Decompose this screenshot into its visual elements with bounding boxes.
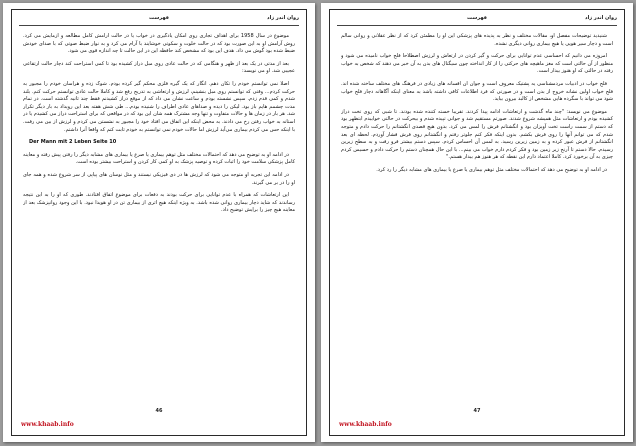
page-body xyxy=(341,33,613,393)
left-page xyxy=(3,3,315,442)
paragraph: در ادامه او به توضیح می دهد که احتمالات مختلف مثل توهم بیماری یا صرع یا بیماری های مشابه دیگر را رفتن پیش رفته و معاینه کامل پزشکی سلامت خود را اثبات کرده و توصیه پزشک به او کمی کار کردن و استراحت بیشتر بوده است. xyxy=(23,151,295,166)
paragraph: در ادامه او به توضیح می دهد که احتمالات مختلف مثل توهم بیماری یا صرع یا بیماری های مشابه دیگر را رد کرد. xyxy=(376,166,607,173)
right-page xyxy=(321,3,633,442)
header-title: فهرست xyxy=(149,15,169,21)
source-note: Der Mann mit 2 Leben Seite 10 xyxy=(29,139,117,146)
header-site: روان اندر زاد xyxy=(267,15,299,21)
page-number: 46 xyxy=(155,408,163,414)
header-rule xyxy=(337,25,617,26)
header-title: فهرست xyxy=(467,15,487,21)
paragraph: امروزه می دانیم که احساسی عدم توانایی برای حرکت و گیر کردن در ارتعاش و لرزش اصطلاحا فلج خواب نامیده می شود و منظور از آن حالتی است که مغز ماهیچه های حرکتی را از کار انداخته چون سیگنال های بدن به آن خبر می دهند که شخص به خواب رفته در حالتی که او هنوز بیدار است. xyxy=(341,53,613,75)
paragraph: موضوع در سال 1958 برای اهداف تجاری روی امکان یادگیری در خواب یا در حالت آرامش کامل مطالعه و آزمایش می کرد. روش آرامش او به این صورت بود که در حالت خلوت و سکوتی خوشایند با آرام می کرد و به نوار ضبط صوتی که با صدای خودش ضبط شده بود گوش می داد. هدف این بود که مشخص کند حافظه این در این حالت تا چه اندازه قوی می شود. xyxy=(23,33,295,55)
paragraph: شنیدید توضیحات مفصل او، مقالات مختلف و نظر به پدیده های پزشکی این او را مطمئن کرد که از نظر عقلانی و روانی سالم است و دچار سیر هویی یا هیچ بیماری روانی دیگری نشده. xyxy=(341,33,613,47)
paragraph: فلج خواب در ادبیات مردمشناسی یه پشتیک معروف است و جوان ان افسانه های زیادی در فرهنگ های مختلف ساخته شده اند. فلج خواب اولین نشانه خروج از بدن است و در صورتی که فرد اطلاعات کافی داشته باشد به معنای اینکه آگاهانه دچار فلج خواب شود می تواند با سگرده هایی مشخص از کالبد بیرون بیاید. xyxy=(341,80,613,103)
paragraph: موضوع می نویسد: "چند ماه گذشت و ارتعاشات ادامه پیدا کردند. تقریبا خسته کننده شده بودند. تا شبی که روی تخت دراز کشیده بودم و ارتعاشات مثل همیشه شروع شدند. صورتم مستقیم شد و جوانی تپیده شدم و بیحرکت در حالتی خوابیدم ابتظهر بود که دستم از سمت راست تخت آویزان بود و انگشتانم فرش را لمس می کرد. بدون هیچ قصدی انگشتانم را حرکت دادم و متوجه شدم که می توانم آنها را روی فرش بکشم. بدون اینکه فکر کنم جلوتر رفتم و انگشتانم روی فرش فشار آوردم. لحظه ای بعد انگشتانم از فرش عبور کرده و به زمین زیرین رسید. به لمس آن احساس کردم. سپس دستم بیشتر فرو رفت و به سطح زیرین رسیدم. حالا دستم تا آرنج زیر زمین بود و فکر کردم دارم خواب می بینم... با این حال همچنان دستم را حرکت دادم و حسیس کردم چیزی به آن برخورد کرد. کاملا اعتماد دارم این نقطه که هر هنوز هم بیدار هستم." xyxy=(341,108,613,161)
header-site: روان اندر زاد xyxy=(585,15,617,21)
header-rule xyxy=(19,25,299,26)
footer-link[interactable]: www.khaab.info xyxy=(339,421,392,428)
page-number: 47 xyxy=(473,408,481,414)
footer-link[interactable]: www.khaab.info xyxy=(21,421,74,428)
paragraph: اصلا نمی توانستم خودم را تکان دهم. انگار که یک گیره فلزی محکم گیر کرده بودم. شوک زده و هراسان خودم را مجبور به حرکت کردم... وقتی که توانستم روی مبل بنشینم، لرزش و ارتعاشی به تدریج رفع شد و کاملا حالت عادی توانستم حرکت کنم. بلند شدم و کمی قدم زدم. سپس نشسته بودم و ساعت نشان می داد که از موقع دراز کشیدنم فقط چند ثانیه گذشته است. در تمام مدت چشمم هایم باز بود. لیکن را دیده و صداهای عادی اطراف را شنیده بودم... طی شش هفته بعد این رویداد به بار دیگر تکرار شد. هر بار در زمان ها و حالات متفاوت و تنها وجه مشترک همه شان این بود که در مواقعی که برای استراحت دراز می کشیدم یا در استانه به خواب رفتن رخ می دادند. به محض اینکه این اتفاق می افتاد خود را مجبور به نشستن می کردم و لرزش از بین می رفت. با اینکه حس می کردم بیماری می‌آید لرزش اما حالات خودم نمی توانستم به خودم ثابت کنم که واقعا آنرا داشتم. xyxy=(23,80,295,133)
paragraph: در ادامه این تجربه او متوجه می شود که لرزش ها در دی فیزیکی نیستند و مثل نوسان های پیاپی از سر شروع شده و همه جای او را در بر می گیرند. xyxy=(23,171,295,186)
page-header xyxy=(337,13,617,25)
paragraph: این ارتعاشات که همراه با عدم توانایی برای حرکت بودند به دفعات برای موضوع اتفاق افتادند. طوری که او را به این نتیجه رساندند که شاید دچار بیماری روانی شده باشد. به ویژه اینکه هیچ اثری از بیماری تن در او هویدا نبود. با این وجود روانپزشک بعد از معاینه هیچ چیز را برایش توضیح داد. xyxy=(23,192,295,214)
page-body xyxy=(23,33,295,393)
paragraph: بعد از مدتی در یک بعد از ظهر و هنگامی که در حالت عادی روی مبل دراز کشیده بود تا کمی استراحت کند دچار حالت ارتقاعی عجیبی شد. او می نویسد: xyxy=(23,60,295,75)
page-header xyxy=(19,13,299,25)
